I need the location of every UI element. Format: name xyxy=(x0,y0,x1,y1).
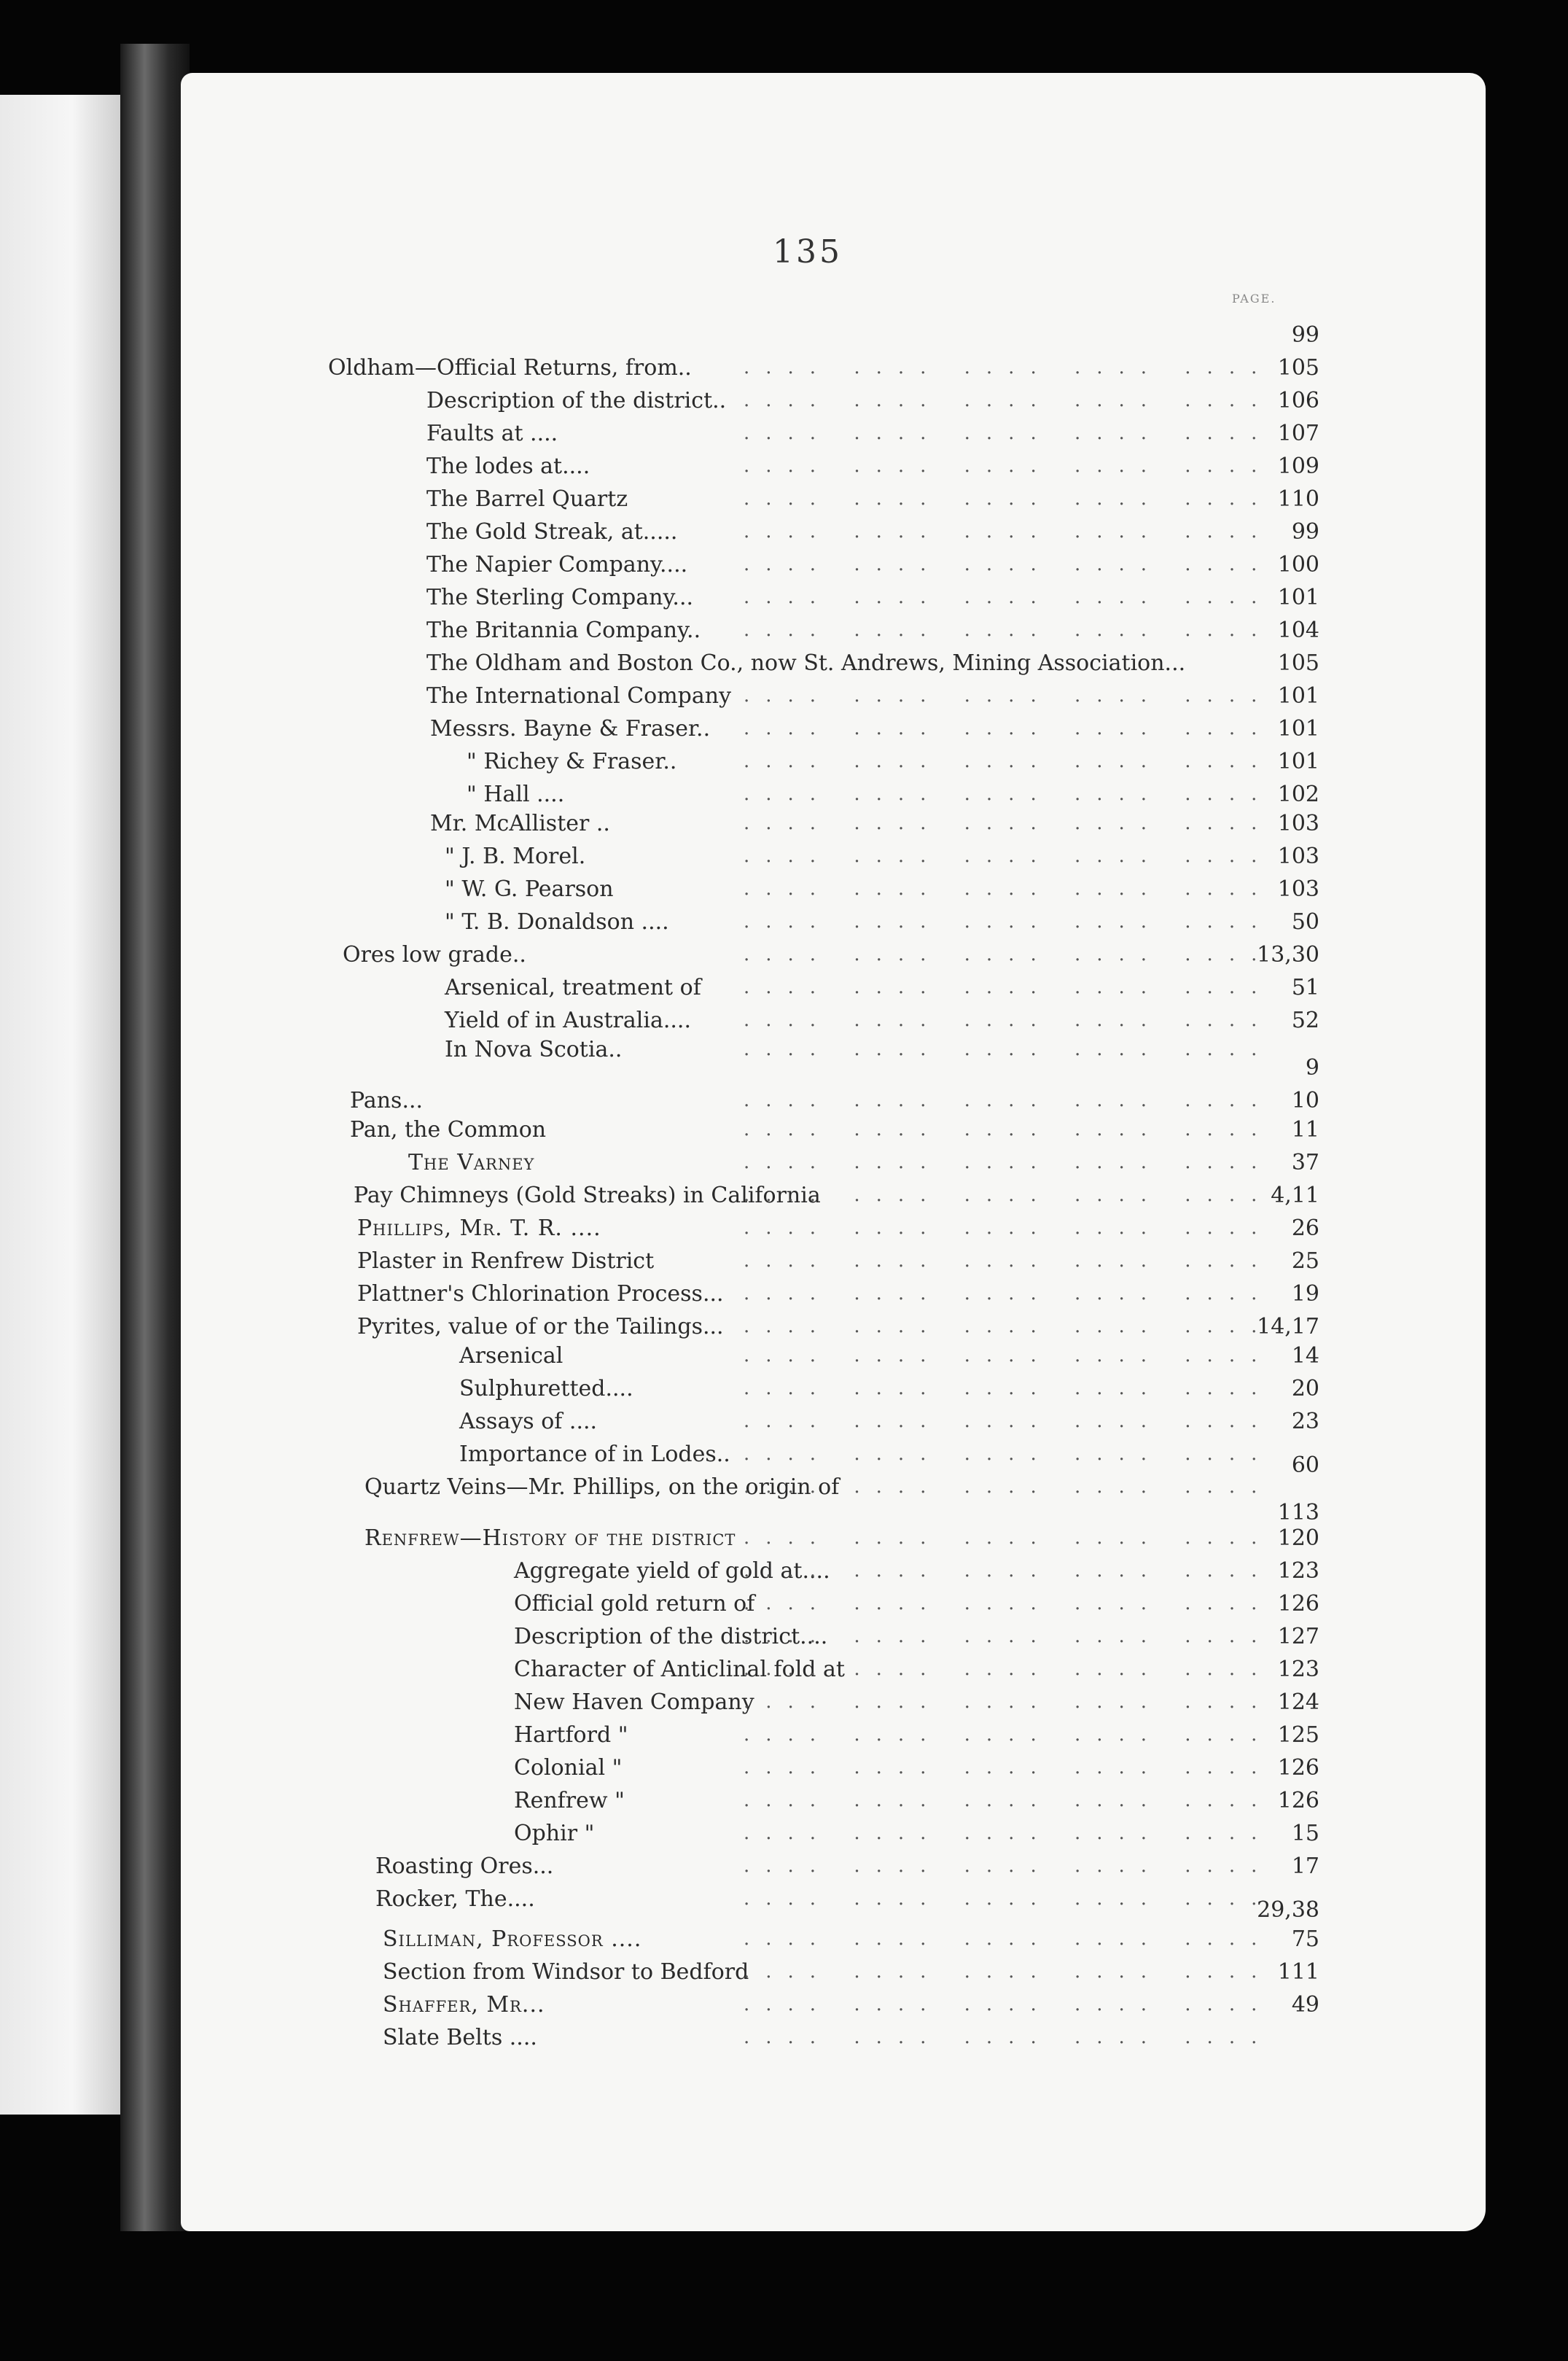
entry-page-number: 103 xyxy=(1277,811,1319,836)
entry-page-number: 60 xyxy=(1291,1452,1319,1478)
entry-label: Silliman, Professor .... xyxy=(383,1926,642,1952)
entry-page-number: 126 xyxy=(1277,1755,1319,1781)
entry-label: Official gold return of xyxy=(514,1591,755,1617)
dot-leader: .... .... .... .... .... xyxy=(744,783,1273,805)
entry-page-number: 99 xyxy=(1291,519,1319,545)
entry-label: Pan, the Common xyxy=(350,1117,547,1143)
entry-label: The Oldham and Boston Co., now St. Andrews, Mining Association... xyxy=(426,650,1186,676)
entry-page-number: 19 xyxy=(1291,1281,1319,1307)
index-entry xyxy=(0,518,1568,550)
entry-label: Arsenical xyxy=(459,1343,563,1369)
index-entry xyxy=(0,1086,1568,1119)
entry-page-number: 127 xyxy=(1277,1624,1319,1649)
index-entry xyxy=(0,1407,1568,1439)
index-entry xyxy=(0,1896,1568,1928)
entry-page-number: 99 xyxy=(1291,322,1319,348)
entry-page-number: 15 xyxy=(1291,1821,1319,1846)
index-entry xyxy=(0,419,1568,451)
entry-page-number: 111 xyxy=(1277,1959,1319,1985)
entry-label: Description of the district.. xyxy=(426,388,727,413)
entry-label: Quartz Veins—Mr. Phillips, on the origin of xyxy=(364,1474,840,1500)
index-entry xyxy=(0,1786,1568,1819)
index-entry xyxy=(0,354,1568,386)
page-number: 135 xyxy=(773,233,843,271)
index-entry xyxy=(0,682,1568,714)
entry-page-number: 23 xyxy=(1291,1409,1319,1434)
entry-page-number: 100 xyxy=(1277,552,1319,577)
dot-leader: .... .... .... .... .... xyxy=(744,911,1273,933)
entry-page-number: 105 xyxy=(1277,355,1319,381)
entry-page-number: 52 xyxy=(1291,1008,1319,1033)
entry-page-number: 20 xyxy=(1291,1376,1319,1401)
entry-label: Arsenical, treatment of xyxy=(445,975,701,1000)
entry-page-number: 106 xyxy=(1277,388,1319,413)
entry-label: Character of Anticlinal fold at xyxy=(514,1657,845,1682)
dot-leader: .... .... .... .... .... xyxy=(744,1038,1273,1060)
entry-label: Oldham—Official Returns, from.. xyxy=(328,355,692,381)
index-entry xyxy=(0,1622,1568,1654)
index-entry xyxy=(0,747,1568,779)
dot-leader: .... .... .... .... .... xyxy=(744,685,1273,707)
dot-leader: .... .... .... .... .... xyxy=(744,455,1273,477)
entry-page-number: 13,30 xyxy=(1257,942,1319,968)
entry-label: Renfrew—History of the district xyxy=(364,1525,736,1551)
entry-label: Colonial " xyxy=(514,1755,623,1781)
entry-label: Yield of in Australia.... xyxy=(445,1008,691,1033)
entry-label: The lodes at.... xyxy=(426,454,590,479)
entry-page-number: 11 xyxy=(1291,1117,1319,1143)
index-entry xyxy=(0,1688,1568,1720)
entry-label: Assays of .... xyxy=(459,1409,598,1434)
index-entry xyxy=(0,809,1568,841)
index-entry xyxy=(0,1116,1568,1148)
dot-leader: .... .... .... .... .... xyxy=(744,521,1273,542)
entry-page-number: 123 xyxy=(1277,1657,1319,1682)
dot-leader: .... .... .... .... .... xyxy=(744,1625,1273,1647)
entry-page-number: 9 xyxy=(1305,1055,1319,1081)
index-entry xyxy=(0,485,1568,517)
entry-page-number: 101 xyxy=(1277,683,1319,709)
entry-page-number: 101 xyxy=(1277,749,1319,774)
dot-leader: .... .... .... .... .... xyxy=(744,1757,1273,1778)
entry-page-number: 75 xyxy=(1291,1926,1319,1952)
dot-leader: .... .... .... .... .... xyxy=(744,422,1273,444)
entry-label: Section from Windsor to Bedford xyxy=(383,1959,749,1985)
entry-page-number: 4,11 xyxy=(1271,1183,1319,1208)
entry-page-number: 103 xyxy=(1277,876,1319,902)
entry-page-number: 51 xyxy=(1291,975,1319,1000)
index-entry xyxy=(0,616,1568,648)
entry-label: Ores low grade.. xyxy=(343,942,526,968)
entry-page-number: 29,38 xyxy=(1257,1897,1319,1923)
entry-label: Plaster in Renfrew District xyxy=(357,1248,655,1274)
dot-leader: .... .... .... .... .... xyxy=(744,1217,1273,1239)
index-entry xyxy=(0,1754,1568,1786)
index-entry xyxy=(0,452,1568,484)
dot-leader: .... .... .... .... .... xyxy=(744,389,1273,411)
entry-label: Phillips, Mr. T. R. .... xyxy=(357,1215,601,1241)
index-entry xyxy=(0,1280,1568,1312)
index-entry xyxy=(0,1374,1568,1407)
index-entry xyxy=(0,1148,1568,1180)
entry-label: In Nova Scotia.. xyxy=(445,1037,623,1062)
dot-leader: .... .... .... .... .... xyxy=(744,1119,1273,1140)
entry-label: The Napier Company.... xyxy=(426,552,688,577)
entry-page-number: 123 xyxy=(1277,1558,1319,1584)
index-entry xyxy=(0,842,1568,874)
entry-page-number: 126 xyxy=(1277,1788,1319,1813)
index-entry xyxy=(0,1006,1568,1038)
entry-label: Messrs. Bayne & Fraser.. xyxy=(430,716,711,742)
dot-leader: .... .... .... .... .... xyxy=(744,1476,1273,1498)
dot-leader: .... .... .... .... .... xyxy=(744,1527,1273,1549)
entry-page-number: 101 xyxy=(1277,716,1319,742)
entry-label: Rocker, The.... xyxy=(375,1886,535,1912)
index-entry xyxy=(0,1852,1568,1884)
dot-leader: .... .... .... .... .... xyxy=(744,845,1273,867)
entry-label: Renfrew " xyxy=(514,1788,625,1813)
entry-label: " Richey & Fraser.. xyxy=(467,749,677,774)
index-entry xyxy=(0,2023,1568,2055)
dot-leader: .... .... .... .... .... xyxy=(744,586,1273,608)
entry-page-number: 50 xyxy=(1291,909,1319,935)
entry-page-number: 105 xyxy=(1277,650,1319,676)
entry-page-number: 102 xyxy=(1277,782,1319,807)
entry-label: The Varney xyxy=(408,1150,535,1175)
dot-leader: .... .... .... .... .... xyxy=(744,750,1273,772)
entry-page-number: 14,17 xyxy=(1257,1314,1319,1339)
dot-leader: .... .... .... .... .... xyxy=(744,1315,1273,1337)
dot-leader: .... .... .... .... .... xyxy=(744,1691,1273,1713)
entry-label: The International Company xyxy=(426,683,732,709)
index-entry xyxy=(0,1819,1568,1851)
index-entry xyxy=(0,321,1568,353)
index-entry xyxy=(0,908,1568,940)
entry-label: " J. B. Morel. xyxy=(445,844,586,869)
index-entry xyxy=(0,1524,1568,1556)
dot-leader: .... .... .... .... .... xyxy=(744,717,1273,739)
dot-leader: .... .... .... .... .... xyxy=(744,1345,1273,1366)
dot-leader: .... .... .... .... .... xyxy=(744,812,1273,834)
entry-label: Roasting Ores... xyxy=(375,1854,554,1879)
index-entry xyxy=(0,1342,1568,1374)
entry-label: The Gold Streak, at..... xyxy=(426,519,678,545)
entry-page-number: 109 xyxy=(1277,454,1319,479)
dot-leader: .... .... .... .... .... xyxy=(744,1724,1273,1746)
dot-leader: .... .... .... .... .... xyxy=(744,976,1273,998)
dot-leader: .... .... .... .... .... xyxy=(744,1184,1273,1206)
dot-leader: .... .... .... .... .... xyxy=(744,1250,1273,1272)
dot-leader: .... .... .... .... .... xyxy=(744,1789,1273,1811)
entry-label: Plattner's Chlorination Process... xyxy=(357,1281,724,1307)
dot-leader: .... .... .... .... .... xyxy=(744,1822,1273,1844)
entry-label: Mr. McAllister .. xyxy=(430,811,610,836)
entry-page-number: 49 xyxy=(1291,1992,1319,2018)
dot-leader: .... .... .... .... .... xyxy=(744,488,1273,510)
entry-label: Hartford " xyxy=(514,1722,628,1748)
entry-page-number: 25 xyxy=(1291,1248,1319,1274)
entry-page-number: 10 xyxy=(1291,1088,1319,1113)
index-entry xyxy=(0,1054,1568,1086)
entry-label: Faults at .... xyxy=(426,421,558,446)
entry-label: Pans... xyxy=(350,1088,424,1113)
index-entry xyxy=(0,875,1568,907)
dot-leader: .... .... .... .... .... xyxy=(744,1089,1273,1111)
dot-leader: .... .... .... .... .... xyxy=(744,1410,1273,1432)
dot-leader: .... .... .... .... .... xyxy=(744,1658,1273,1680)
index-entry xyxy=(0,1312,1568,1345)
index-entry xyxy=(0,1590,1568,1622)
entry-page-number: 104 xyxy=(1277,618,1319,643)
dot-leader: .... .... .... .... .... xyxy=(744,1009,1273,1031)
index-entry xyxy=(0,1557,1568,1589)
dot-leader: .... .... .... .... .... xyxy=(744,1283,1273,1304)
entry-label: Ophir " xyxy=(514,1821,595,1846)
entry-label: Pay Chimneys (Gold Streaks) in California xyxy=(354,1183,821,1208)
entry-page-number: 107 xyxy=(1277,421,1319,446)
entry-label: " T. B. Donaldson .... xyxy=(445,909,669,935)
dot-leader: .... .... .... .... .... xyxy=(744,1994,1273,2015)
entry-label: " Hall .... xyxy=(467,782,565,807)
index-entry xyxy=(0,715,1568,747)
entry-label: Shaffer, Mr... xyxy=(383,1992,545,2018)
dot-leader: .... .... .... .... .... xyxy=(744,1443,1273,1465)
dot-leader: .... .... .... .... .... xyxy=(744,1151,1273,1173)
entry-page-number: 101 xyxy=(1277,585,1319,610)
index-entry xyxy=(0,1925,1568,1957)
entry-page-number: 14 xyxy=(1291,1343,1319,1369)
entry-label: Sulphuretted.... xyxy=(459,1376,633,1401)
entry-label: " W. G. Pearson xyxy=(445,876,614,902)
entry-label: Pyrites, value of or the Tailings... xyxy=(357,1314,724,1339)
dot-leader: .... .... .... .... .... xyxy=(744,1592,1273,1614)
dot-leader: .... .... .... .... .... xyxy=(744,1961,1273,1983)
index-entry xyxy=(0,1214,1568,1246)
index-entry xyxy=(0,583,1568,615)
dot-leader: .... .... .... .... .... xyxy=(744,878,1273,900)
dot-leader: .... .... .... .... .... xyxy=(744,619,1273,641)
entry-label: Slate Belts .... xyxy=(383,2025,537,2050)
index-entry xyxy=(0,1247,1568,1279)
dot-leader: .... .... .... .... .... xyxy=(744,357,1273,378)
entry-page-number: 124 xyxy=(1277,1689,1319,1715)
index-entry xyxy=(0,1655,1568,1687)
entry-label: Aggregate yield of gold at.... xyxy=(514,1558,830,1584)
dot-leader: .... .... .... .... .... xyxy=(744,1928,1273,1950)
dot-leader: .... .... .... .... .... xyxy=(744,1377,1273,1399)
index-entry xyxy=(0,941,1568,973)
entry-page-number: 113 xyxy=(1277,1500,1319,1525)
index-entry xyxy=(0,386,1568,419)
entry-label: The Britannia Company.. xyxy=(426,618,701,643)
entry-page-number: 110 xyxy=(1277,486,1319,512)
page-column-header: PAGE. xyxy=(1232,292,1276,306)
entry-label: The Sterling Company... xyxy=(426,585,694,610)
entry-page-number: 37 xyxy=(1291,1150,1319,1175)
index-entry xyxy=(0,1958,1568,1990)
entry-label: Description of the district.... xyxy=(514,1624,828,1649)
dot-leader: .... .... .... .... .... xyxy=(744,1888,1273,1910)
index-entry xyxy=(0,551,1568,583)
entry-label: The Barrel Quartz xyxy=(426,486,628,512)
index-entry xyxy=(0,649,1568,681)
index-entry xyxy=(0,1991,1568,2023)
entry-page-number: 103 xyxy=(1277,844,1319,869)
dot-leader: .... .... .... .... .... xyxy=(744,944,1273,965)
entry-label: Importance of in Lodes.. xyxy=(459,1442,730,1467)
dot-leader: .... .... .... .... .... xyxy=(744,553,1273,575)
dot-leader: .... .... .... .... .... xyxy=(744,1855,1273,1877)
entry-page-number: 26 xyxy=(1291,1215,1319,1241)
index-entry xyxy=(0,1181,1568,1213)
entry-page-number: 17 xyxy=(1291,1854,1319,1879)
entry-page-number: 125 xyxy=(1277,1722,1319,1748)
entry-label: New Haven Company xyxy=(514,1689,754,1715)
index-entry xyxy=(0,780,1568,812)
dot-leader: .... .... .... .... .... xyxy=(744,1560,1273,1582)
dot-leader: .... .... .... .... .... xyxy=(744,2026,1273,2048)
entry-page-number: 126 xyxy=(1277,1591,1319,1617)
index-entry xyxy=(0,1721,1568,1753)
index-entry xyxy=(0,973,1568,1006)
entry-page-number: 120 xyxy=(1277,1525,1319,1551)
